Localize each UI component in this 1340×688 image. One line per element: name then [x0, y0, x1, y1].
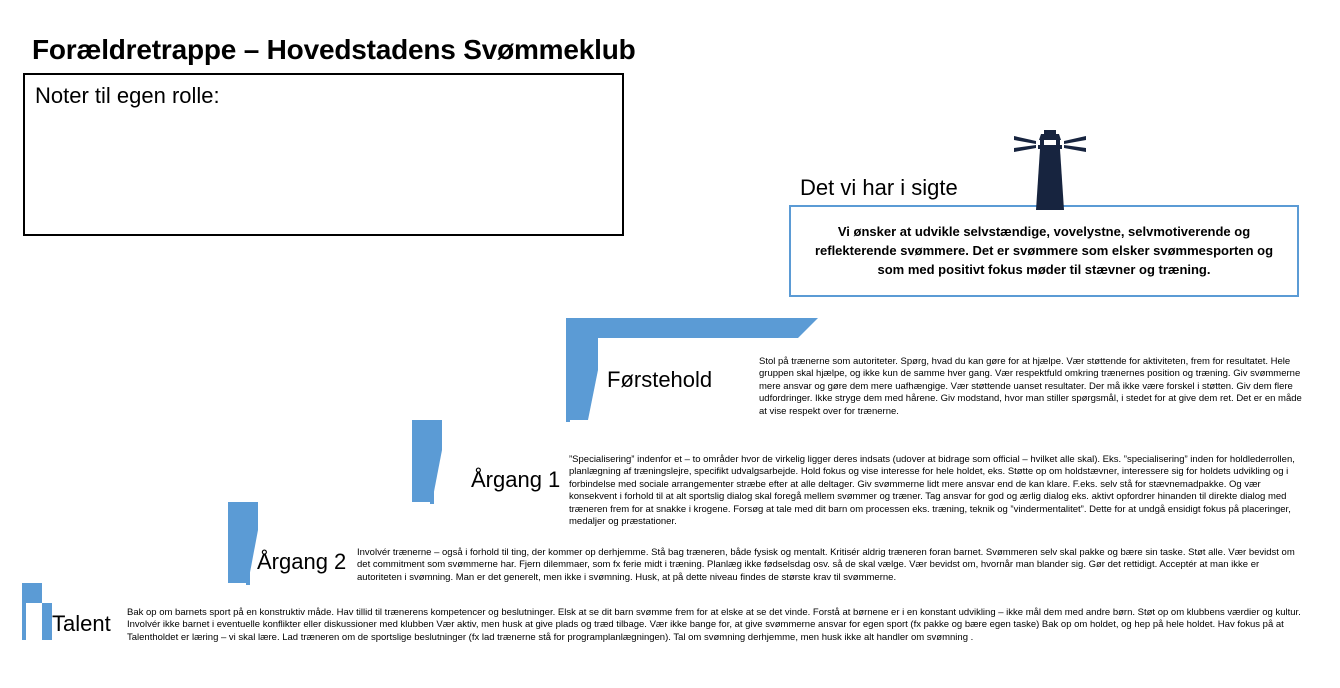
step-text-talent: Bak op om barnets sport på en konstruktiv måde. Hav tillid til trænerens kompetencer og beslutninger. Elsk at se dit barn svømme frem for at elske at se det vinde. Forstå at børnene er i en konstant udvikling – ikke mål dem med andre børn. Støt op om klubbens værdier og kultur. Involvér ikke barnet i eventuelle konflikter eller diskussioner med klubben Vær aktiv, men husk at give plads og træd tilbage. Vær ikke bange for, at give svømmerne ansvar for egen sport (fx pakke og bære egen taske) Bak op om holdet, og hep på hele holdet. Hav fokus på at Talentholdet er læring – vi skal lære. Lad træneren om de sportslige beslutninger (fx lad trænerne stå for programplanlægningen). Tal om svømning derhjemme, men husk ikke alt handler om svømning .	[127, 607, 1301, 643]
stair-riser	[566, 318, 570, 422]
step-label-talent: Talent	[52, 611, 111, 636]
step-text-forstehold: Stol på trænerne som autoriteter. Spørg, hvad du kan gøre for at hjælpe. Vær støttende for aktiviteten, frem for resultatet. Hele gruppen skal hjælpe, og ikke kun de samme hver gang. Vær respektfuld omkring trænernes position og træning. Giv svømmerne mere ansvar og gøre dem mere uafhængige. Vær støttende uanset resultater. Der må ikke være forskel i støtten. Giv dem flere udfordringer. Ikke stryge dem med hårene. Giv modstand, hvor man stiller spørgsmål, i stedet for at give dem ret. Det er en måde at vise respekt over for trænerne.	[759, 356, 1302, 417]
lighthouse-icon	[1010, 130, 1090, 210]
step-label-forstehold: Førstehold	[607, 367, 713, 392]
step-text-argang-1: ”Specialisering” indenfor et – to områder hvor de virkelig ligger deres indsats (udover at bidrage som official – hvilket alle skal). Eks. ”specialisering” inden for holdlederrollen, planlægning af træningslejre, specifikt udvalgsarbejde. Hold fokus og vise interesse for hele holdet, eks. Støtte op om holdstævner, interessere sig for holdets udvikling og i forbindelse med sociale arrangementer stræbe efter at alle deltager. Giv svømmerne lidt mere ansvar end de kan klare. F.eks. selv stå for stævnemadpakke. Og vær konsekvent i forhold til at alt sportslig dialog skal foregå mellem svømmer og træner. Tag ansvar for god og ærlig dialog eks. aktivt opfordrer hinanden til direkte dialog med træneren frem for at snakke i krogene. Forsøg at tale med dit barn om processen eks. træning, teknik og ”vindermentalitet”. Dette for at undgå ensidigt fokus på placeringer, medaljer og præstationer.	[569, 454, 1295, 528]
goal-heading: Det vi har i sigte	[800, 175, 958, 200]
page-title: Forældretrappe – Hovedstadens Svømmeklub	[32, 34, 636, 65]
step-label-argang-2: Årgang 2	[257, 549, 347, 574]
stair-step-shadow	[588, 338, 598, 420]
notes-label: Noter til egen rolle:	[35, 83, 220, 108]
step-label-argang-1: Årgang 1	[471, 467, 561, 492]
goal-box	[789, 205, 1299, 297]
step-text-argang-2: Involvér trænerne – også i forhold til ting, der kommer op derhjemme. Stå bag træneren, både fysisk og mentalt. Kritisér aldrig træneren foran barnet. Svømmeren selv skal pakke og bære sin taske. Støt alle. Vær bevidst om det commitment som svømmerne har. Fjern dilemmaer, som fx ferie midt i træning. Planlæg ikke fødselsdag osv. så de skal vælge. Vær bevidst om, hvornår man blander sig. Gør det rettidigt. Acceptér at man ikke er autoriteten i svømning. Man er det generelt, men ikke i svømning. Husk, at på dette niveau findes de største krav til svømmerne.	[357, 547, 1295, 583]
stair-riser	[22, 583, 26, 640]
stair-riser	[246, 502, 250, 585]
stair-riser	[430, 420, 434, 504]
goal-text: Vi ønsker at udvikle selvstændige, vovelystne, selvmotiverende og reflekterende svømmere. Det er svømmere som elsker svømmesporten og som med positivt fokus møder til stævner og træning.	[814, 224, 1274, 277]
stair-step-shadow	[42, 603, 52, 640]
